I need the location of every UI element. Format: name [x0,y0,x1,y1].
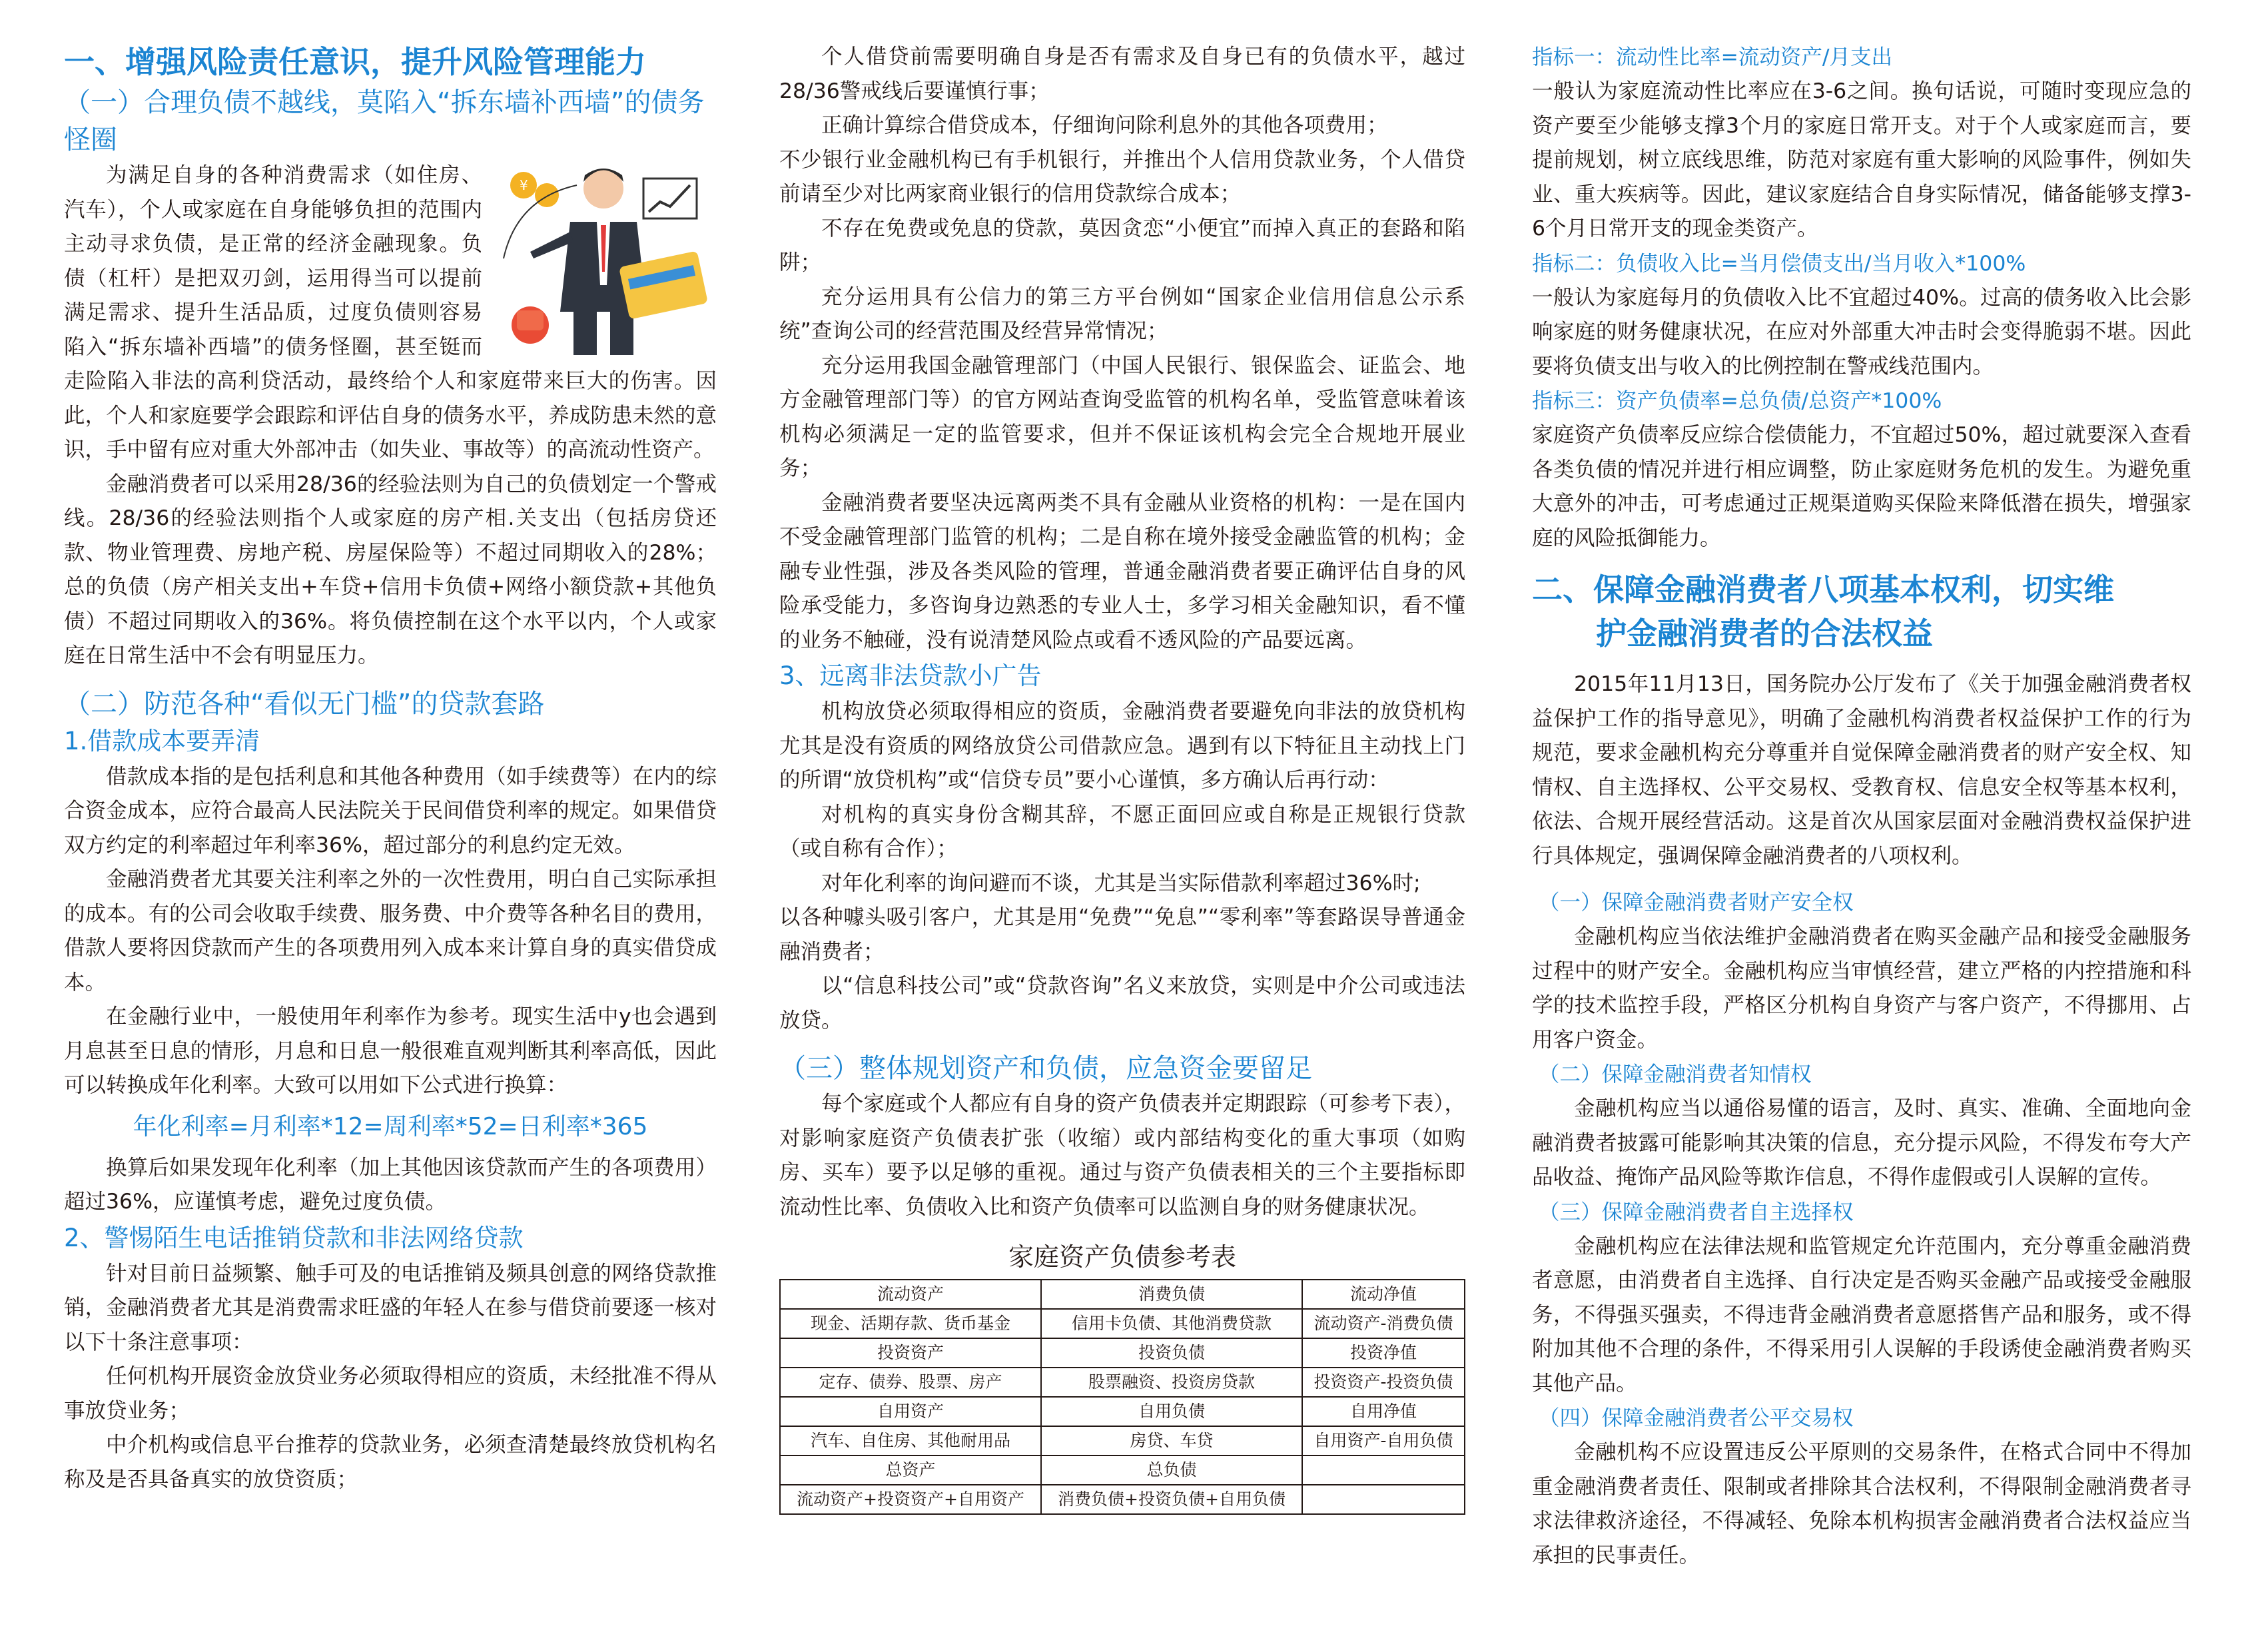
column-left [64,40,717,1497]
item-heading: 2、警惕陌生电话推销贷款和非法网络贷款 [64,1223,524,1252]
right-heading: （四）保障金融消费者公平交易权 [1539,1406,1854,1430]
table-cell: 房贷、车贷 [1041,1426,1302,1455]
table-cell: 消费负债 [1041,1280,1302,1309]
right-heading: （一）保障金融消费者财产安全权 [1539,891,1854,915]
table-cell: 自用负债 [1041,1397,1302,1426]
table-cell [1302,1485,1465,1514]
paragraph: 一般认为家庭流动性比率应在3-6之间。换句话说，可随时变现应急的资产要至少能够支撑3个月的家庭日常开支。对于个人或家庭而言，要提前规划，树立底线思维，防范对家庭有重大影响的风险事件，例如失业、重大疾病等。因此，建议家庭结合自身实际情况，储备能够支撑3-6个月日常开支的现金类资产。 [1532,79,2191,240]
indicator-heading: 指标三：资产负债率=总负债/总资产*100% [1532,389,1942,413]
table-cell: 流动资产-消费负债 [1302,1309,1465,1338]
paragraph: 中介机构或信息平台推荐的贷款业务，必须查清楚最终放贷机构名称及是否具备真实的放贷资质； [64,1433,717,1491]
table-row [780,1309,1465,1338]
paragraph: 每个家庭或个人都应有自身的资产负债表并定期跟踪（可参考下表），对影响家庭资产负债表扩张（收缩）或内部结构变化的重大事项（如购房、买车）要予以足够的重视。通过与资产负债表相关的三个主要指标即流动性比率、负债收入比和资产负债率可以监测自身的财务健康状况。 [779,1092,1465,1219]
table-row [780,1455,1465,1485]
table-title: 家庭资产负债参考表 [1008,1242,1236,1272]
svg-text:¥: ¥ [520,177,528,193]
paragraph: 金融机构应当以通俗易懂的语言，及时、真实、准确、全面地向金融消费者披露可能影响其决策的信息，充分提示风险，不得发布夸大产品收益、掩饰产品风险等欺诈信息，不得作虚假或引人误解的宣传。 [1532,1096,2191,1189]
table-cell: 流动净值 [1302,1280,1465,1309]
paragraph: 金融机构不应设置违反公平原则的交易条件，在格式合同中不得加重金融消费者责任、限制或者排除其合法权利，不得限制金融消费者寻求法律救济途径，不得减轻、免除本机构损害金融消费者合法权益应当承担的民事责任。 [1532,1440,2191,1567]
businessman-illustration [490,159,717,358]
paragraph: 金融机构应当依法维护金融消费者在购买金融产品和接受金融服务过程中的财产安全。金融机构应当审慎经营，建立严格的内控措施和科学的技术监控手段，严格区分机构自身资产与客户资产，不得挪用、占用客户资金。 [1532,925,2191,1052]
paragraph: 金融机构应在法律法规和监管规定允许范围内，充分尊重金融消费者意愿，由消费者自主选择、自行决定是否购买金融产品或接受金融服务，不得强买强卖，不得违背金融消费者意愿搭售产品和服务，或不得附加其他不合理的条件，不得采用引人误解的手段诱使金融消费者购买其他产品。 [1532,1234,2191,1396]
paragraph: 2015年11月13日，国务院办公厅发布了《关于加强金融消费者权益保护工作的指导意见》，明确了金融机构消费者权益保护工作的行为规范，要求金融机构充分尊重并自觉保障金融消费者的财产安全权、知情权、自主选择权、公平交易权、受教育权、信息安全权等基本权利，依法、合规开展经营活动。这是首次从国家层面对金融消费权益保护进行具体规定，强调保障金融消费者的八项权利。 [1532,672,2191,868]
table-cell: 消费负债+投资负债+自用负债 [1041,1485,1302,1514]
table-cell: 自用资产 [780,1397,1041,1426]
paragraph: 充分运用具有公信力的第三方平台例如“国家企业信用信息公示系统”查询公司的经营范围及经营异常情况； [779,284,1465,343]
table-cell: 投资负债 [1041,1338,1302,1368]
table-cell: 定存、债券、股票、房产 [780,1368,1041,1397]
paragraph: 金融消费者可以采用28/36的经验法则为自己的负债划定一个警戒线。28/36的经验法则指个人或家庭的房产相.关支出（包括房贷还款、物业管理费、房地产税、房屋保险等）不超过同期收入的28%；总的负债（房产相关支出+车贷+信用卡负债+网络小额贷款+其他负债）不超过同期收入的36%。将负债控制在这个水平以内，个人或家庭在日常生活中不会有明显压力。 [64,472,717,667]
paragraph: 在金融行业中，一般使用年利率作为参考。现实生活中y也会遇到月息甚至日息的情形，月息和日息一般很难直观判断其利率高低，因此可以转换成年化利率。大致可以用如下公式进行换算： [64,1005,717,1097]
table-row [780,1368,1465,1397]
table-cell: 汽车、自住房、其他耐用品 [780,1426,1041,1455]
paragraph: 充分运用我国金融管理部门（中国人民银行、银保监会、证监会、地方金融管理部门等）的官方网站查询受监管的机构名单，受监管意味着该机构必须满足一定的监管要求，但并不保证该机构会完全合规地开展业务； [779,353,1465,480]
item-heading: 3、远离非法贷款小广告 [779,661,1042,690]
table-row [780,1338,1465,1368]
paragraph: 金融消费者尤其要关注利率之外的一次性费用，明白自己实际承担的成本。有的公司会收取手续费、服务费、中介费等各种名目的费用，借款人要将因贷款而产生的各项费用列入成本来计算自身的真实借贷成本。 [64,867,717,995]
subsection-one-title: （一）合理负债不越线，莫陷入“拆东墙补西墙”的债务怪圈 [64,87,705,155]
table-cell: 投资资产-投资负债 [1302,1368,1465,1397]
paragraph: 不存在免费或免息的贷款，莫因贪恋“小便宜”而掉入真正的套路和陷阱； [779,216,1465,274]
right-heading: （二）保障金融消费者知情权 [1539,1062,1812,1086]
paragraph: 任何机构开展资金放贷业务必须取得相应的资质，未经批准不得从事放贷业务； [64,1364,717,1423]
paragraph: 机构放贷必须取得相应的资质，金融消费者要避免向非法的放贷机构尤其是没有资质的网络放贷公司借款应急。遇到有以下特征且主动找上门的所谓“放贷机构”或“信贷专员”要小心谨慎，多方确认后再行动： [779,699,1465,792]
paragraph: 对年化利率的询问避而不谈，尤其是当实际借款利率超过36%时; [821,871,1421,895]
table-cell: 投资净值 [1302,1338,1465,1368]
column-right [1532,40,2191,1573]
paragraph: 针对目前日益频繁、触手可及的电话推销及频具创意的网络贷款推销，金融消费者尤其是消费需求旺盛的年轻人在参与借贷前要逐一核对以下十条注意事项： [64,1261,717,1354]
table-cell: 股票融资、投资房贷款 [1041,1368,1302,1397]
indicator-heading: 指标二：负债收入比=当月偿债支出/当月收入*100% [1532,251,2026,276]
annualized-rate-formula: 年化利率=月利率*12=周利率*52=日利率*365 [133,1112,648,1140]
paragraph: 金融消费者要坚决远离两类不具有金融从业资格的机构：一是在国内不受金融管理部门监管的机构；二是自称在境外接受金融监管的机构；金融专业性强，涉及各类风险的管理，普通金融消费者要正确评估自身的风险承受能力，多咨询身边熟悉的专业人士，多学习相关金融知识，看不懂的业务不触碰，没有说清楚风险点或看不透风险的产品要远离。 [779,490,1465,652]
paragraph: 家庭资产负债率反应综合偿债能力，不宜超过50%，超过就要深入查看各类负债的情况并进行相应调整，防止家庭财务危机的发生。为避免重大意外的冲击，可考虑通过正规渠道购买保险来降低潜在损失，增强家庭的风险抵御能力。 [1532,423,2191,550]
section-two-heading [1532,568,2191,655]
section-one-heading: 一、增强风险责任意识，提升风险管理能力 [64,44,646,80]
table-row [780,1485,1465,1514]
paragraph: 对机构的真实身份含糊其辞，不愿正面回应或自称是正规银行贷款（或自称有合作）； [779,802,1465,861]
table-cell: 信用卡负债、其他消费贷款 [1041,1309,1302,1338]
paragraph: 以各种噱头吸引客户，尤其是用“免费”“免息”“零利率”等套路误导普通金融消费者； [779,905,1465,964]
table-cell [1302,1455,1465,1485]
table-cell: 流动资产+投资资产+自用资产 [780,1485,1041,1514]
table-cell: 投资资产 [780,1338,1041,1368]
column-middle [779,40,1465,1515]
right-heading: （三）保障金融消费者自主选择权 [1539,1200,1854,1224]
subsection-two-title: （二）防范各种“看似无门槛”的贷款套路 [64,688,545,719]
balance-sheet-table [779,1279,1465,1515]
paragraph: 一般认为家庭每月的负债收入比不宜超过40%。过高的债务收入比会影响家庭的财务健康状况，在应对外部重大冲击时会变得脆弱不堪。因此要将负债支出与收入的比例控制在警戒线范围内。 [1532,285,2191,378]
table-cell: 流动资产 [780,1280,1041,1309]
section-two-heading-line2: 护金融消费者的合法权益 [1596,616,1933,651]
table-row [780,1426,1465,1455]
indicator-heading: 指标一：流动性比率=流动资产/月支出 [1532,45,1893,69]
table-row [780,1397,1465,1426]
table-cell: 自用净值 [1302,1397,1465,1426]
table-row [780,1280,1465,1309]
subsection-three-title: （三）整体规划资产和负债，应急资金要留足 [779,1053,1312,1084]
paragraph: 以“信息科技公司”或“贷款咨询”名义来放贷，实则是中介公司或违法放贷。 [779,974,1465,1032]
table-cell: 自用资产-自用负债 [1302,1426,1465,1455]
section-two-heading-line1: 二、保障金融消费者八项基本权利，切实维 [1532,572,2114,608]
paragraph: 换算后如果发现年化利率（加上其他因该贷款而产生的各项费用）超过36%，应谨慎考虑，避免过度负债。 [64,1155,717,1214]
table-cell: 现金、活期存款、货币基金 [780,1309,1041,1338]
paragraph: 正确计算综合借贷成本，仔细询问除利息外的其他各项费用； [821,113,1388,137]
paragraph: 借款成本指的是包括利息和其他各种费用（如手续费等）在内的综合资金成本，应符合最高人民法院关于民间借贷利率的规定。如果借贷双方约定的利率超过年利率36%，超过部分的利息约定无效。 [64,764,717,857]
paragraph: 为满足自身的各种消费需求（如住房、汽车），个人或家庭在自身能够负担的范围内主动寻求负债，是正常的经济金融现象。负债（杠杆）是把双刃剑，运用得当可以提前满足需求、提升生活品质，过度负债则容易陷入“拆东墙补西墙”的债务怪圈，甚至铤而走险陷入非法的高利贷活动，最终给个人和家庭带来巨大的伤害。因此，个人和家庭要学会跟踪和评估自身的债务水平，养成防患未然的意识，手中留有应对重大外部冲击（如失业、事故等）的高流动性资产。 [64,163,717,462]
paragraph: 个人借贷前需要明确自身是否有需求及自身已有的负债水平，越过28/36警戒线后要谨慎行事； [779,45,1465,103]
table-cell: 总负债 [1041,1455,1302,1485]
item-heading: 1.借款成本要弄清 [64,726,260,755]
table-cell: 总资产 [780,1455,1041,1485]
paragraph: 不少银行业金融机构已有手机银行，并推出个人信用贷款业务，个人借贷前请至少对比两家商业银行的信用贷款综合成本； [779,147,1465,206]
